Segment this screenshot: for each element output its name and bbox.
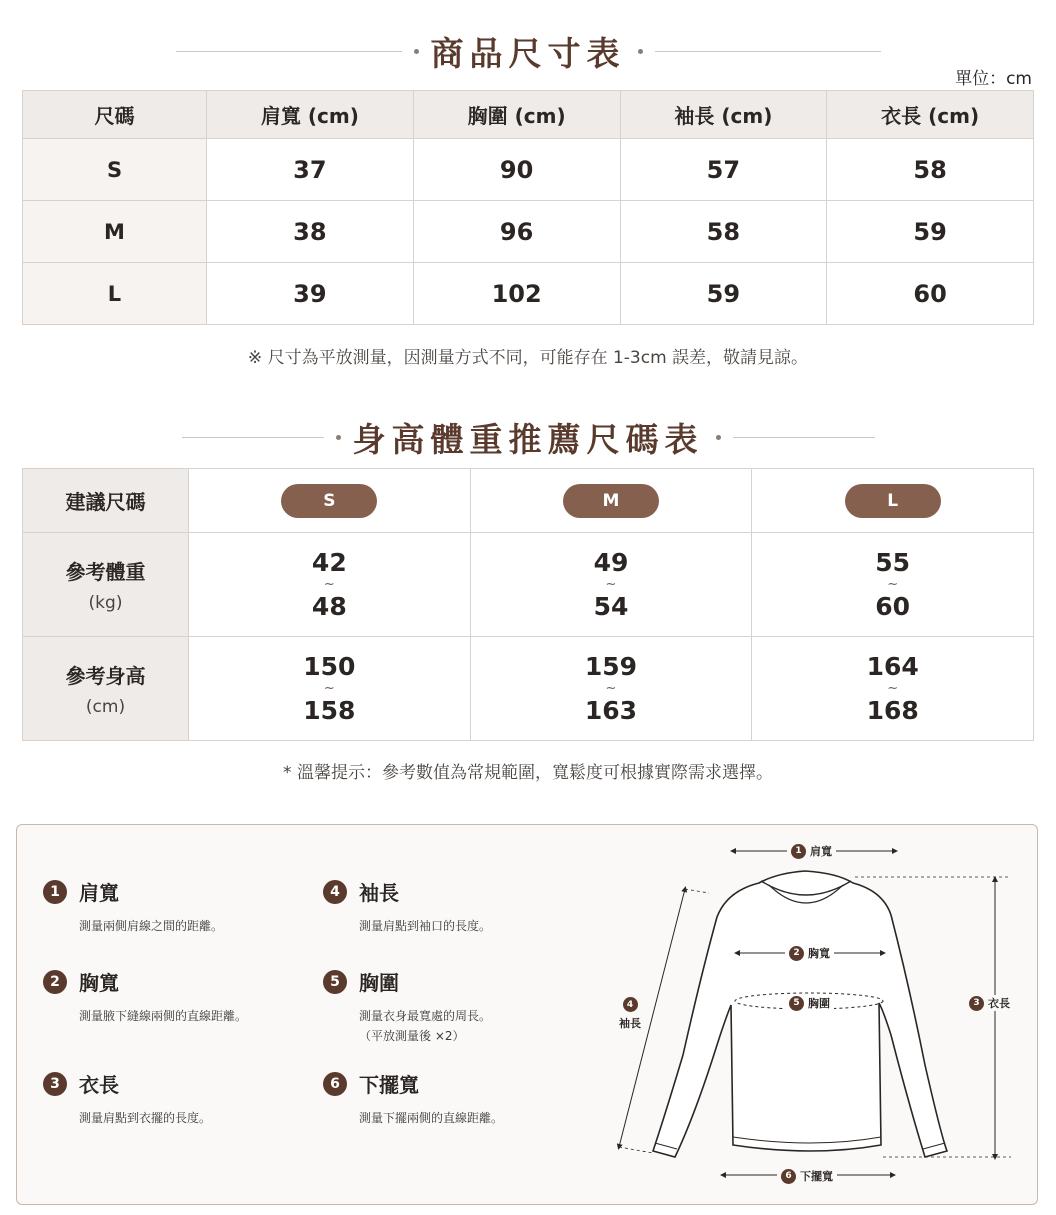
chest-cell: 96 <box>413 201 620 263</box>
size-cell: S <box>23 139 207 201</box>
size-table-title: 商品尺寸表 <box>430 34 626 73</box>
length-cell: 58 <box>827 139 1034 201</box>
header-sleeve: 袖長 (cm) <box>620 91 827 139</box>
range-max: 54 <box>593 591 629 621</box>
diagram-label-text: 袖長 <box>619 1017 641 1030</box>
title-rule-left <box>182 437 324 438</box>
guide-item-desc: 測量兩側肩線之間的距離。 <box>79 919 224 933</box>
unit-label: 單位：cm <box>955 69 1032 89</box>
guide-item-hem <box>323 1069 503 1128</box>
shirt-body-shape <box>653 871 947 1157</box>
row-label-main: 建議尺碼 <box>65 490 146 514</box>
guide-item-sleeve <box>323 877 491 936</box>
size-pill-cell <box>470 469 752 533</box>
tilde: ~ <box>323 576 335 592</box>
chest-cell: 90 <box>413 139 620 201</box>
diagram-label-sleeve <box>617 995 643 1033</box>
step-number-badge: 6 <box>323 1072 347 1096</box>
height-range <box>470 637 752 741</box>
step-number-badge: 1 <box>791 844 806 859</box>
guide-item-name: 衣長 <box>79 1073 119 1097</box>
row-label-weight <box>23 533 189 637</box>
chest-cell: 102 <box>413 263 620 325</box>
guide-item-name: 胸寬 <box>79 971 119 995</box>
header-length: 衣長 (cm) <box>827 91 1034 139</box>
measurement-guide <box>16 824 1038 1205</box>
size-cell: M <box>23 201 207 263</box>
diagram-label-chest-width <box>785 945 834 961</box>
guide-item-name: 袖長 <box>359 881 399 905</box>
table-row <box>23 637 1034 741</box>
title-rule-right <box>733 437 875 438</box>
size-badge: L <box>845 484 941 518</box>
shoulder-cell: 37 <box>207 139 414 201</box>
table-row <box>23 469 1034 533</box>
range-max: 158 <box>303 695 356 725</box>
row-label-unit: (cm) <box>85 697 126 717</box>
range-min: 49 <box>593 547 629 577</box>
size-badge: S <box>281 484 377 518</box>
row-label-unit: (kg) <box>88 593 123 613</box>
shirt-outline-illustration <box>591 835 1031 1200</box>
guide-item-desc-line: 測量衣身最寬處的周長。 <box>359 1009 492 1023</box>
range-min: 150 <box>303 651 356 681</box>
step-number-badge: 3 <box>969 996 984 1011</box>
sleeve-cell: 57 <box>620 139 827 201</box>
weight-range <box>189 533 471 637</box>
range-min: 55 <box>875 547 911 577</box>
range-max: 60 <box>875 591 911 621</box>
step-number-badge: 1 <box>43 880 67 904</box>
tilde: ~ <box>887 680 899 696</box>
rec-section-title <box>0 414 1056 461</box>
title-dot <box>336 435 341 440</box>
guide-item-name: 下擺寬 <box>359 1073 419 1097</box>
shirt-diagram <box>591 835 1031 1200</box>
guide-item-desc: 測量肩點到袖口的長度。 <box>359 919 492 933</box>
step-number-badge: 6 <box>781 1169 796 1184</box>
diagram-label-length <box>967 995 1012 1011</box>
diagram-label-text: 胸圍 <box>808 997 830 1010</box>
height-range <box>189 637 471 741</box>
rec-table-title: 身高體重推薦尺碼表 <box>352 420 704 459</box>
range-min: 164 <box>866 651 919 681</box>
header-size: 尺碼 <box>23 91 207 139</box>
sleeve-cell: 58 <box>620 201 827 263</box>
diagram-label-shoulder <box>787 843 836 859</box>
sleeve-cell: 59 <box>620 263 827 325</box>
step-number-badge: 3 <box>43 1072 67 1096</box>
range-min: 42 <box>311 547 347 577</box>
guide-item-desc-line: （平放測量後 ×2） <box>359 1029 465 1043</box>
table-row <box>23 201 1034 263</box>
recommend-note: * 溫馨提示：參考數值為常規範圍，寬鬆度可根據實際需求選擇。 <box>283 763 773 783</box>
step-number-badge: 4 <box>623 997 638 1012</box>
table-row <box>23 139 1034 201</box>
step-number-badge: 2 <box>789 946 804 961</box>
step-number-badge: 5 <box>789 996 804 1011</box>
diagram-label-chest <box>785 995 834 1011</box>
size-badge: M <box>563 484 659 518</box>
row-label-height <box>23 637 189 741</box>
step-number-badge: 5 <box>323 970 347 994</box>
height-range <box>752 637 1034 741</box>
size-pill-cell <box>752 469 1034 533</box>
diagram-label-text: 衣長 <box>988 997 1010 1010</box>
diagram-label-text: 下擺寬 <box>800 1170 833 1183</box>
shoulder-cell: 38 <box>207 201 414 263</box>
size-section-title <box>0 28 1056 75</box>
guide-item-shoulder <box>43 877 223 936</box>
range-min: 159 <box>584 651 638 681</box>
header-chest: 胸圍 (cm) <box>413 91 620 139</box>
title-rule-right <box>655 51 881 52</box>
title-dot <box>716 435 721 440</box>
step-number-badge: 4 <box>323 880 347 904</box>
step-number-badge: 2 <box>43 970 67 994</box>
length-cell: 60 <box>827 263 1034 325</box>
length-cell: 59 <box>827 201 1034 263</box>
guide-item-desc: 測量腋下縫線兩側的直線距離。 <box>79 1009 248 1023</box>
title-rule-left <box>176 51 402 52</box>
size-pill-cell <box>189 469 471 533</box>
diagram-label-text: 肩寬 <box>810 845 832 858</box>
range-max: 168 <box>866 695 919 725</box>
guide-item-desc: 測量肩點到衣擺的長度。 <box>79 1111 212 1125</box>
header-shoulder: 肩寬 (cm) <box>207 91 414 139</box>
guide-item-chest-width <box>43 967 247 1026</box>
size-table <box>22 90 1034 325</box>
table-row <box>23 263 1034 325</box>
row-label-main: 參考身高 <box>65 664 146 688</box>
tilde: ~ <box>887 576 899 592</box>
shoulder-cell: 39 <box>207 263 414 325</box>
diagram-label-hem <box>777 1168 837 1184</box>
weight-range <box>470 533 752 637</box>
recommend-table <box>22 468 1034 741</box>
guide-item-length <box>43 1069 211 1128</box>
guide-item-desc: 測量下擺兩側的直線距離。 <box>359 1111 504 1125</box>
row-label-main: 參考體重 <box>65 560 146 584</box>
tilde: ~ <box>605 680 617 696</box>
size-cell: L <box>23 263 207 325</box>
guide-item-chest <box>323 967 491 1046</box>
guide-item-name: 胸圍 <box>359 971 399 995</box>
guide-item-name: 肩寬 <box>79 881 119 905</box>
size-table-header-row <box>23 91 1034 139</box>
tilde: ~ <box>323 680 335 696</box>
size-note: ※ 尺寸為平放測量，因測量方式不同，可能存在 1-3cm 誤差，敬請見諒。 <box>247 348 809 368</box>
table-row <box>23 533 1034 637</box>
diagram-label-text: 胸寬 <box>808 947 830 960</box>
range-max: 48 <box>311 591 347 621</box>
title-dot <box>638 49 643 54</box>
row-label-size <box>23 469 189 533</box>
tilde: ~ <box>605 576 617 592</box>
guide-item-desc <box>359 1006 491 1046</box>
weight-range <box>752 533 1034 637</box>
range-max: 163 <box>584 695 638 725</box>
title-dot <box>414 49 419 54</box>
